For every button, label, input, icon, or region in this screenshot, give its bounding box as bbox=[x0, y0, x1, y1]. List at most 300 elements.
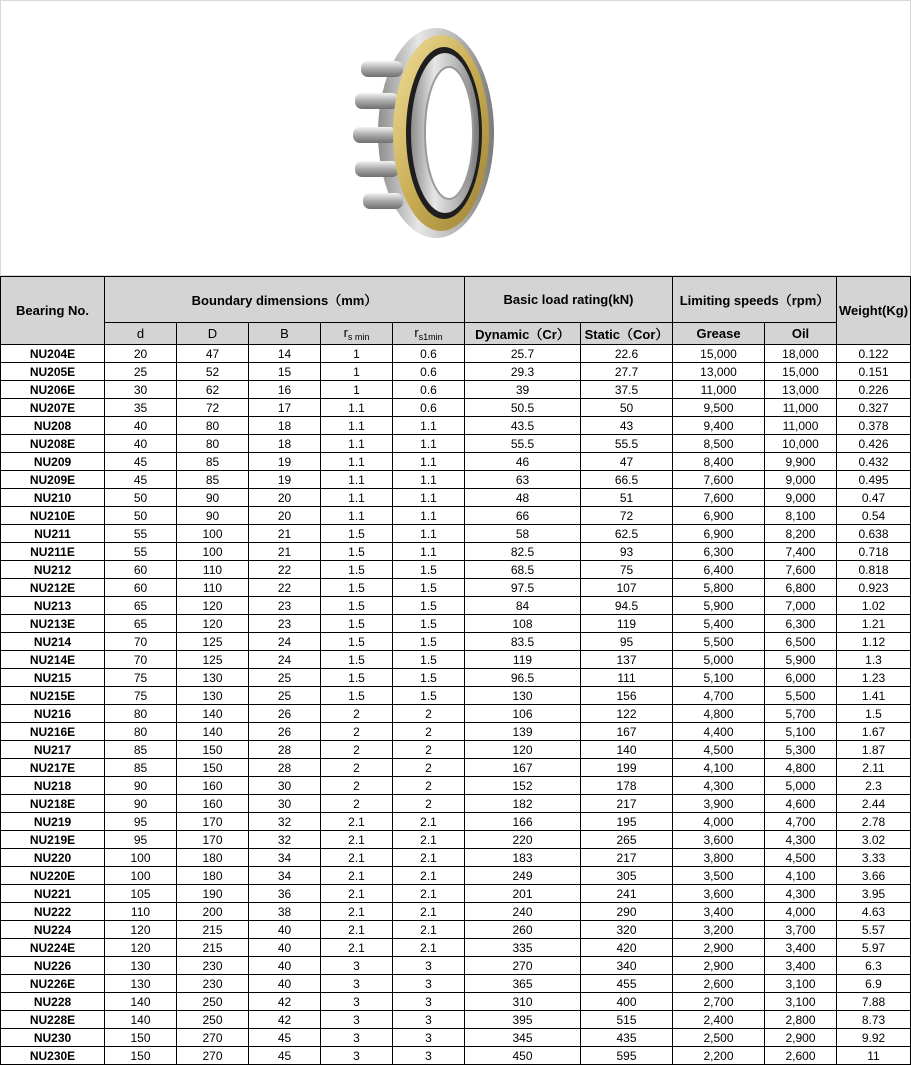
cell-static-cor: 217 bbox=[581, 849, 673, 867]
cell-grease-speed: 4,800 bbox=[673, 705, 765, 723]
cell-width-B: 25 bbox=[249, 669, 321, 687]
cell-model: NU209E bbox=[1, 471, 105, 489]
cell-dynamic-cr: 46 bbox=[465, 453, 581, 471]
cell-outer-D: 215 bbox=[177, 921, 249, 939]
cell-weight: 1.21 bbox=[837, 615, 911, 633]
cell-oil-speed: 6,800 bbox=[765, 579, 837, 597]
cell-outer-D: 52 bbox=[177, 363, 249, 381]
table-row bbox=[1, 777, 911, 795]
subheader-rs-main: r bbox=[343, 325, 348, 340]
cell-width-B: 21 bbox=[249, 525, 321, 543]
cell-d: 105 bbox=[105, 885, 177, 903]
cell-static-cor: 37.5 bbox=[581, 381, 673, 399]
cell-rs-min: 2 bbox=[321, 759, 393, 777]
cell-dynamic-cr: 55.5 bbox=[465, 435, 581, 453]
cell-outer-D: 270 bbox=[177, 1029, 249, 1047]
cell-grease-speed: 5,800 bbox=[673, 579, 765, 597]
cell-static-cor: 167 bbox=[581, 723, 673, 741]
table-row bbox=[1, 921, 911, 939]
cell-rs1-min: 1.5 bbox=[393, 561, 465, 579]
cell-rs-min: 1.1 bbox=[321, 435, 393, 453]
cell-oil-speed: 4,000 bbox=[765, 903, 837, 921]
cell-rs1-min: 1.1 bbox=[393, 417, 465, 435]
cell-dynamic-cr: 97.5 bbox=[465, 579, 581, 597]
cell-outer-D: 62 bbox=[177, 381, 249, 399]
cell-oil-speed: 2,600 bbox=[765, 1047, 837, 1065]
cell-oil-speed: 3,400 bbox=[765, 939, 837, 957]
cell-oil-speed: 4,300 bbox=[765, 885, 837, 903]
table-row bbox=[1, 759, 911, 777]
cell-static-cor: 199 bbox=[581, 759, 673, 777]
cell-grease-speed: 4,100 bbox=[673, 759, 765, 777]
cell-width-B: 14 bbox=[249, 345, 321, 363]
cell-weight: 0.54 bbox=[837, 507, 911, 525]
cell-rs-min: 1.5 bbox=[321, 543, 393, 561]
cell-grease-speed: 6,900 bbox=[673, 525, 765, 543]
cell-dynamic-cr: 182 bbox=[465, 795, 581, 813]
cell-oil-speed: 15,000 bbox=[765, 363, 837, 381]
cell-oil-speed: 3,100 bbox=[765, 993, 837, 1011]
cell-grease-speed: 2,500 bbox=[673, 1029, 765, 1047]
cell-width-B: 40 bbox=[249, 939, 321, 957]
cell-width-B: 22 bbox=[249, 561, 321, 579]
cell-weight: 0.122 bbox=[837, 345, 911, 363]
cell-oil-speed: 4,500 bbox=[765, 849, 837, 867]
cell-oil-speed: 4,600 bbox=[765, 795, 837, 813]
cell-grease-speed: 5,000 bbox=[673, 651, 765, 669]
subheader-rs-min bbox=[321, 323, 393, 345]
cell-weight: 1.87 bbox=[837, 741, 911, 759]
table-body bbox=[1, 345, 911, 1065]
subheader-B: B bbox=[249, 323, 321, 345]
cell-oil-speed: 9,000 bbox=[765, 471, 837, 489]
cell-model: NU208 bbox=[1, 417, 105, 435]
cell-static-cor: 140 bbox=[581, 741, 673, 759]
cell-weight: 1.12 bbox=[837, 633, 911, 651]
cell-model: NU226E bbox=[1, 975, 105, 993]
cell-model: NU219E bbox=[1, 831, 105, 849]
cell-static-cor: 156 bbox=[581, 687, 673, 705]
cell-static-cor: 595 bbox=[581, 1047, 673, 1065]
header-basic-load-rating: Basic load rating(kN) bbox=[465, 277, 673, 323]
bearing-spec-table bbox=[0, 276, 911, 1065]
cell-grease-speed: 8,500 bbox=[673, 435, 765, 453]
cell-model: NU218 bbox=[1, 777, 105, 795]
cell-outer-D: 100 bbox=[177, 525, 249, 543]
bearing-image bbox=[341, 21, 501, 246]
cell-oil-speed: 7,400 bbox=[765, 543, 837, 561]
cell-d: 20 bbox=[105, 345, 177, 363]
cell-grease-speed: 9,400 bbox=[673, 417, 765, 435]
cell-static-cor: 217 bbox=[581, 795, 673, 813]
cell-static-cor: 320 bbox=[581, 921, 673, 939]
cell-outer-D: 80 bbox=[177, 417, 249, 435]
cell-model: NU217 bbox=[1, 741, 105, 759]
cell-rs1-min: 0.6 bbox=[393, 345, 465, 363]
cell-rs-min: 2.1 bbox=[321, 921, 393, 939]
cell-dynamic-cr: 270 bbox=[465, 957, 581, 975]
cell-outer-D: 170 bbox=[177, 813, 249, 831]
cell-grease-speed: 13,000 bbox=[673, 363, 765, 381]
cell-static-cor: 62.5 bbox=[581, 525, 673, 543]
table-row bbox=[1, 795, 911, 813]
cell-rs-min: 2 bbox=[321, 741, 393, 759]
cell-rs-min: 1 bbox=[321, 363, 393, 381]
cell-rs-min: 1.5 bbox=[321, 579, 393, 597]
cell-grease-speed: 7,600 bbox=[673, 471, 765, 489]
cell-rs1-min: 2 bbox=[393, 705, 465, 723]
cell-model: NU212E bbox=[1, 579, 105, 597]
cell-d: 45 bbox=[105, 453, 177, 471]
cell-model: NU217E bbox=[1, 759, 105, 777]
table-row bbox=[1, 399, 911, 417]
cell-model: NU216 bbox=[1, 705, 105, 723]
cell-grease-speed: 3,600 bbox=[673, 831, 765, 849]
cell-weight: 0.426 bbox=[837, 435, 911, 453]
cell-static-cor: 50 bbox=[581, 399, 673, 417]
cell-oil-speed: 18,000 bbox=[765, 345, 837, 363]
cell-static-cor: 455 bbox=[581, 975, 673, 993]
cell-grease-speed: 3,900 bbox=[673, 795, 765, 813]
cell-rs-min: 2.1 bbox=[321, 849, 393, 867]
cell-d: 130 bbox=[105, 975, 177, 993]
cell-model: NU230E bbox=[1, 1047, 105, 1065]
cell-rs1-min: 2.1 bbox=[393, 813, 465, 831]
cell-static-cor: 305 bbox=[581, 867, 673, 885]
cell-width-B: 36 bbox=[249, 885, 321, 903]
cell-static-cor: 265 bbox=[581, 831, 673, 849]
cell-rs1-min: 2.1 bbox=[393, 831, 465, 849]
cell-model: NU211 bbox=[1, 525, 105, 543]
cell-rs1-min: 1.1 bbox=[393, 543, 465, 561]
cell-rs1-min: 1.5 bbox=[393, 579, 465, 597]
cell-grease-speed: 2,900 bbox=[673, 957, 765, 975]
cell-oil-speed: 3,700 bbox=[765, 921, 837, 939]
cell-dynamic-cr: 50.5 bbox=[465, 399, 581, 417]
subheader-oil: Oil bbox=[765, 323, 837, 345]
cell-outer-D: 230 bbox=[177, 975, 249, 993]
cell-rs-min: 2 bbox=[321, 705, 393, 723]
subheader-static: Static（Cor） bbox=[581, 323, 673, 345]
cell-dynamic-cr: 82.5 bbox=[465, 543, 581, 561]
cell-oil-speed: 6,500 bbox=[765, 633, 837, 651]
cell-rs1-min: 2 bbox=[393, 723, 465, 741]
cell-d: 50 bbox=[105, 507, 177, 525]
cell-dynamic-cr: 108 bbox=[465, 615, 581, 633]
cell-rs-min: 1.5 bbox=[321, 615, 393, 633]
table-row bbox=[1, 849, 911, 867]
subheader-D: D bbox=[177, 323, 249, 345]
subheader-rs1-subscript: s1min bbox=[418, 332, 443, 342]
cell-model: NU213 bbox=[1, 597, 105, 615]
cell-weight: 5.97 bbox=[837, 939, 911, 957]
cell-width-B: 30 bbox=[249, 777, 321, 795]
cell-dynamic-cr: 310 bbox=[465, 993, 581, 1011]
table-row bbox=[1, 489, 911, 507]
cell-rs1-min: 3 bbox=[393, 957, 465, 975]
cell-width-B: 24 bbox=[249, 651, 321, 669]
cell-weight: 3.66 bbox=[837, 867, 911, 885]
cell-weight: 1.5 bbox=[837, 705, 911, 723]
cell-rs-min: 2.1 bbox=[321, 867, 393, 885]
cell-rs-min: 2.1 bbox=[321, 885, 393, 903]
header-row-1 bbox=[1, 277, 911, 323]
product-image-area bbox=[0, 0, 911, 276]
header-row-2 bbox=[1, 323, 911, 345]
cell-model: NU218E bbox=[1, 795, 105, 813]
table-row bbox=[1, 381, 911, 399]
cell-rs1-min: 3 bbox=[393, 1047, 465, 1065]
cell-model: NU228 bbox=[1, 993, 105, 1011]
cell-grease-speed: 3,400 bbox=[673, 903, 765, 921]
table-row bbox=[1, 633, 911, 651]
cell-model: NU221 bbox=[1, 885, 105, 903]
cell-model: NU204E bbox=[1, 345, 105, 363]
cell-weight: 9.92 bbox=[837, 1029, 911, 1047]
cell-model: NU219 bbox=[1, 813, 105, 831]
cell-grease-speed: 4,300 bbox=[673, 777, 765, 795]
cell-grease-speed: 3,200 bbox=[673, 921, 765, 939]
cell-model: NU213E bbox=[1, 615, 105, 633]
cell-dynamic-cr: 201 bbox=[465, 885, 581, 903]
cell-rs-min: 1.5 bbox=[321, 669, 393, 687]
cell-dynamic-cr: 68.5 bbox=[465, 561, 581, 579]
cell-outer-D: 170 bbox=[177, 831, 249, 849]
cell-model: NU216E bbox=[1, 723, 105, 741]
cell-rs-min: 1.5 bbox=[321, 651, 393, 669]
cell-rs1-min: 1.5 bbox=[393, 651, 465, 669]
cell-dynamic-cr: 240 bbox=[465, 903, 581, 921]
cell-d: 80 bbox=[105, 723, 177, 741]
cell-width-B: 25 bbox=[249, 687, 321, 705]
cell-outer-D: 215 bbox=[177, 939, 249, 957]
cell-d: 60 bbox=[105, 561, 177, 579]
table-row bbox=[1, 345, 911, 363]
cell-outer-D: 230 bbox=[177, 957, 249, 975]
cell-grease-speed: 7,600 bbox=[673, 489, 765, 507]
cell-width-B: 20 bbox=[249, 507, 321, 525]
cell-grease-speed: 5,900 bbox=[673, 597, 765, 615]
cell-static-cor: 66.5 bbox=[581, 471, 673, 489]
cell-static-cor: 119 bbox=[581, 615, 673, 633]
cell-dynamic-cr: 260 bbox=[465, 921, 581, 939]
table-row bbox=[1, 723, 911, 741]
cell-d: 65 bbox=[105, 597, 177, 615]
cell-rs1-min: 1.1 bbox=[393, 471, 465, 489]
table-row bbox=[1, 705, 911, 723]
cell-rs-min: 1 bbox=[321, 381, 393, 399]
cell-static-cor: 515 bbox=[581, 1011, 673, 1029]
cell-grease-speed: 4,000 bbox=[673, 813, 765, 831]
cell-weight: 1.67 bbox=[837, 723, 911, 741]
cell-grease-speed: 9,500 bbox=[673, 399, 765, 417]
cell-oil-speed: 6,300 bbox=[765, 615, 837, 633]
cell-dynamic-cr: 63 bbox=[465, 471, 581, 489]
table-row bbox=[1, 651, 911, 669]
table-row bbox=[1, 507, 911, 525]
cell-weight: 1.02 bbox=[837, 597, 911, 615]
cell-weight: 1.41 bbox=[837, 687, 911, 705]
cell-d: 95 bbox=[105, 813, 177, 831]
cell-oil-speed: 3,100 bbox=[765, 975, 837, 993]
cell-rs-min: 2.1 bbox=[321, 831, 393, 849]
cell-rs1-min: 2.1 bbox=[393, 885, 465, 903]
cell-rs-min: 1.1 bbox=[321, 471, 393, 489]
cell-oil-speed: 6,000 bbox=[765, 669, 837, 687]
cell-dynamic-cr: 25.7 bbox=[465, 345, 581, 363]
cell-rs-min: 1.1 bbox=[321, 417, 393, 435]
cell-dynamic-cr: 249 bbox=[465, 867, 581, 885]
cell-d: 150 bbox=[105, 1047, 177, 1065]
subheader-dynamic: Dynamic（Cr） bbox=[465, 323, 581, 345]
cell-rs1-min: 0.6 bbox=[393, 399, 465, 417]
cell-grease-speed: 8,400 bbox=[673, 453, 765, 471]
cell-d: 85 bbox=[105, 759, 177, 777]
cell-d: 50 bbox=[105, 489, 177, 507]
cell-width-B: 19 bbox=[249, 453, 321, 471]
cell-oil-speed: 2,800 bbox=[765, 1011, 837, 1029]
cell-rs-min: 3 bbox=[321, 1011, 393, 1029]
subheader-d: d bbox=[105, 323, 177, 345]
cell-outer-D: 180 bbox=[177, 867, 249, 885]
cell-grease-speed: 2,700 bbox=[673, 993, 765, 1011]
cell-outer-D: 85 bbox=[177, 471, 249, 489]
cell-grease-speed: 6,900 bbox=[673, 507, 765, 525]
cell-weight: 0.718 bbox=[837, 543, 911, 561]
cell-outer-D: 140 bbox=[177, 705, 249, 723]
cell-dynamic-cr: 183 bbox=[465, 849, 581, 867]
cell-dynamic-cr: 450 bbox=[465, 1047, 581, 1065]
cell-grease-speed: 4,500 bbox=[673, 741, 765, 759]
cell-width-B: 17 bbox=[249, 399, 321, 417]
cell-weight: 6.3 bbox=[837, 957, 911, 975]
cell-oil-speed: 4,800 bbox=[765, 759, 837, 777]
cell-oil-speed: 4,700 bbox=[765, 813, 837, 831]
cell-rs-min: 1.5 bbox=[321, 561, 393, 579]
cell-rs1-min: 0.6 bbox=[393, 363, 465, 381]
cell-d: 90 bbox=[105, 795, 177, 813]
cell-static-cor: 43 bbox=[581, 417, 673, 435]
header-weight: Weight(Kg) bbox=[837, 277, 911, 345]
cell-weight: 2.11 bbox=[837, 759, 911, 777]
table-row bbox=[1, 543, 911, 561]
cell-dynamic-cr: 96.5 bbox=[465, 669, 581, 687]
cell-oil-speed: 8,100 bbox=[765, 507, 837, 525]
cell-weight: 7.88 bbox=[837, 993, 911, 1011]
cell-width-B: 24 bbox=[249, 633, 321, 651]
cell-outer-D: 180 bbox=[177, 849, 249, 867]
cell-rs-min: 1.5 bbox=[321, 687, 393, 705]
header-bearing-no: Bearing No. bbox=[1, 277, 105, 345]
cell-weight: 0.378 bbox=[837, 417, 911, 435]
cell-model: NU214E bbox=[1, 651, 105, 669]
cell-width-B: 34 bbox=[249, 867, 321, 885]
cell-rs-min: 3 bbox=[321, 993, 393, 1011]
cell-oil-speed: 5,300 bbox=[765, 741, 837, 759]
cell-rs-min: 1.1 bbox=[321, 507, 393, 525]
cell-width-B: 42 bbox=[249, 993, 321, 1011]
cell-rs1-min: 1.1 bbox=[393, 507, 465, 525]
cell-dynamic-cr: 84 bbox=[465, 597, 581, 615]
cell-d: 40 bbox=[105, 435, 177, 453]
cell-rs1-min: 2.1 bbox=[393, 921, 465, 939]
cell-outer-D: 250 bbox=[177, 993, 249, 1011]
cell-width-B: 23 bbox=[249, 597, 321, 615]
cell-rs1-min: 3 bbox=[393, 1011, 465, 1029]
cell-model: NU220E bbox=[1, 867, 105, 885]
cell-model: NU226 bbox=[1, 957, 105, 975]
table-row bbox=[1, 471, 911, 489]
subheader-rs1-min bbox=[393, 323, 465, 345]
cell-weight: 8.73 bbox=[837, 1011, 911, 1029]
cell-width-B: 23 bbox=[249, 615, 321, 633]
subheader-grease: Grease bbox=[673, 323, 765, 345]
cell-d: 150 bbox=[105, 1029, 177, 1047]
cell-oil-speed: 5,100 bbox=[765, 723, 837, 741]
cell-static-cor: 72 bbox=[581, 507, 673, 525]
cell-rs1-min: 1.5 bbox=[393, 597, 465, 615]
cell-weight: 0.432 bbox=[837, 453, 911, 471]
cell-outer-D: 90 bbox=[177, 489, 249, 507]
cell-d: 85 bbox=[105, 741, 177, 759]
cell-outer-D: 125 bbox=[177, 633, 249, 651]
cell-width-B: 32 bbox=[249, 831, 321, 849]
cell-grease-speed: 5,400 bbox=[673, 615, 765, 633]
cell-static-cor: 107 bbox=[581, 579, 673, 597]
cell-weight: 2.78 bbox=[837, 813, 911, 831]
cell-width-B: 15 bbox=[249, 363, 321, 381]
cell-rs1-min: 1.5 bbox=[393, 633, 465, 651]
table-row bbox=[1, 525, 911, 543]
cell-dynamic-cr: 66 bbox=[465, 507, 581, 525]
cell-model: NU228E bbox=[1, 1011, 105, 1029]
cell-dynamic-cr: 335 bbox=[465, 939, 581, 957]
cell-outer-D: 120 bbox=[177, 615, 249, 633]
cell-outer-D: 80 bbox=[177, 435, 249, 453]
cell-rs-min: 1.5 bbox=[321, 597, 393, 615]
cell-outer-D: 120 bbox=[177, 597, 249, 615]
cell-width-B: 20 bbox=[249, 489, 321, 507]
cell-rs-min: 2 bbox=[321, 795, 393, 813]
cell-outer-D: 160 bbox=[177, 777, 249, 795]
cell-rs-min: 3 bbox=[321, 957, 393, 975]
cell-rs1-min: 1.5 bbox=[393, 669, 465, 687]
cell-weight: 3.33 bbox=[837, 849, 911, 867]
table-row bbox=[1, 813, 911, 831]
cell-rs1-min: 1.5 bbox=[393, 687, 465, 705]
table-row bbox=[1, 687, 911, 705]
cell-static-cor: 55.5 bbox=[581, 435, 673, 453]
table-row bbox=[1, 939, 911, 957]
cell-dynamic-cr: 106 bbox=[465, 705, 581, 723]
cell-outer-D: 150 bbox=[177, 759, 249, 777]
cell-outer-D: 72 bbox=[177, 399, 249, 417]
cell-d: 110 bbox=[105, 903, 177, 921]
cell-outer-D: 110 bbox=[177, 579, 249, 597]
cell-rs1-min: 3 bbox=[393, 975, 465, 993]
cell-rs-min: 2.1 bbox=[321, 813, 393, 831]
cell-d: 80 bbox=[105, 705, 177, 723]
cell-oil-speed: 13,000 bbox=[765, 381, 837, 399]
table-row bbox=[1, 579, 911, 597]
header-limiting-speeds: Limiting speeds（rpm） bbox=[673, 277, 837, 323]
cell-static-cor: 75 bbox=[581, 561, 673, 579]
cell-dynamic-cr: 58 bbox=[465, 525, 581, 543]
cell-static-cor: 195 bbox=[581, 813, 673, 831]
cell-dynamic-cr: 166 bbox=[465, 813, 581, 831]
cell-static-cor: 290 bbox=[581, 903, 673, 921]
cell-grease-speed: 6,300 bbox=[673, 543, 765, 561]
